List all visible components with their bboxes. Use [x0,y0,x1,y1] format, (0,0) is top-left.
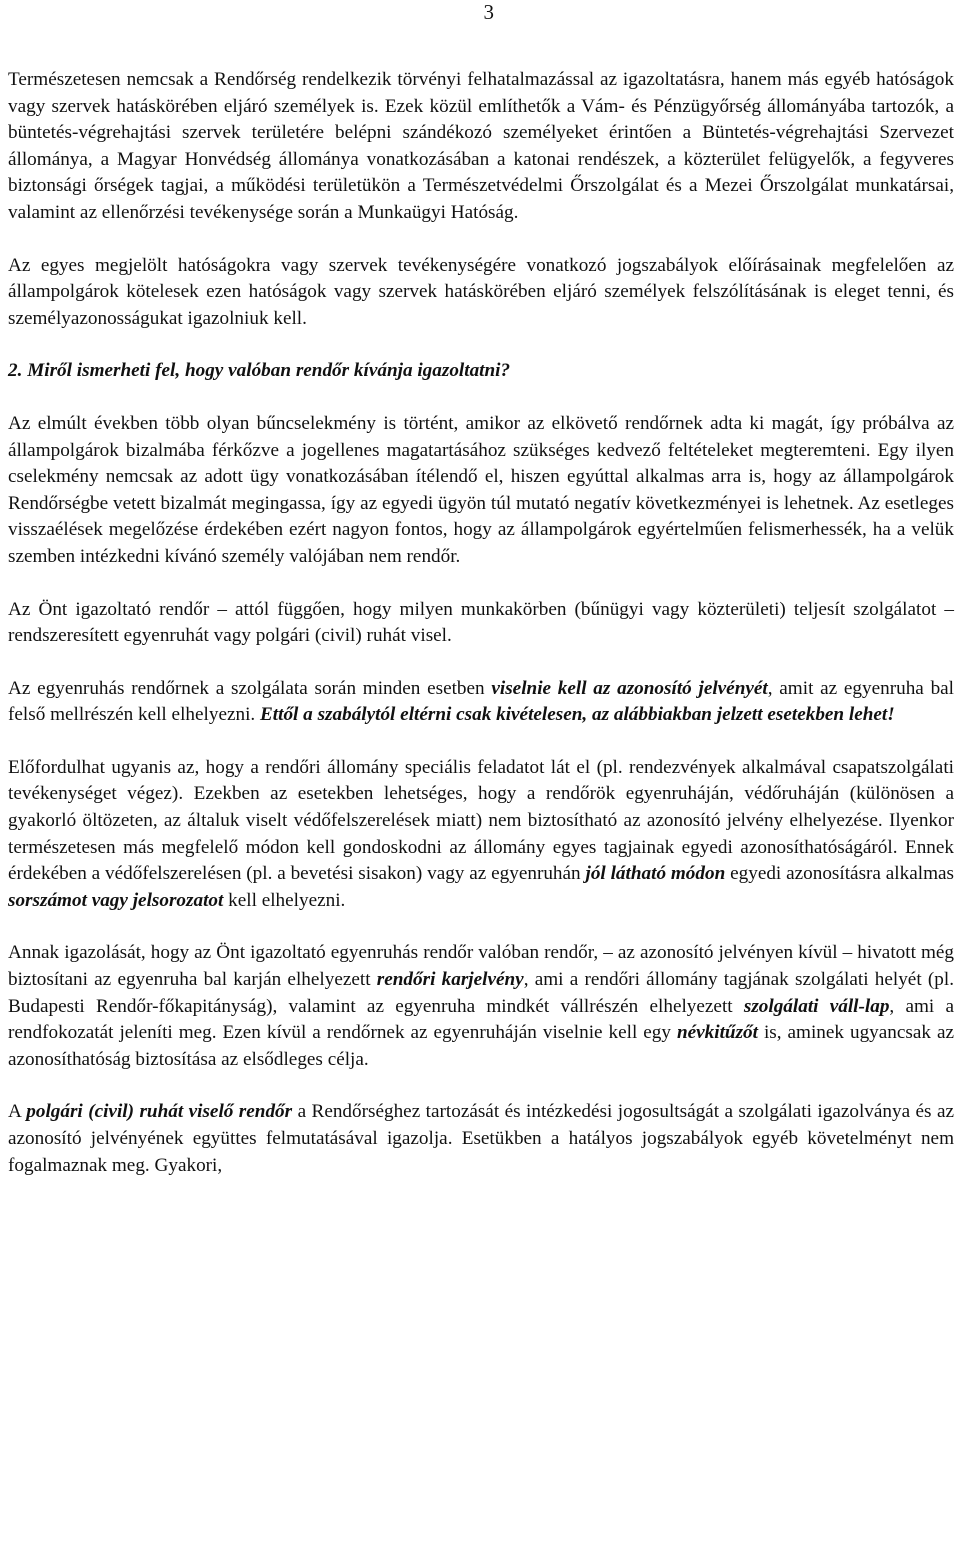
page-number: 3 [483,0,494,24]
paragraph-impersonation: Az elmúlt években több olyan bűncselekmény is történt, amikor az elkövető rendőrnek adta ki magát, így próbálva az állampolgárok bizalmába férkőzve a jogellenes magatartásához szükséges kedvező feltételeket megteremteni. Egy ilyen cselekmény nemcsak az adott ügy vonatkozásában ítélendő el, hiszen egyúttal alkalmas arra is, hogy az állampolgárok Rendőrségbe vetett bizalmát megingassa, így az egyedi ügyön túl mutató negatív következményei is lehetnek. Az esetleges visszaélések megelőzése érdekében ezért nagyon fontos, hogy az állampolgárok egyértelműen felismerhessék, ha a velük szemben intézkedni kívánó személy valójában nem rendőr. [8,412,954,567]
text-run: A [8,1101,27,1123]
text-run: Előfordulhat ugyanis az, hogy a rendőri állomány speciális feladatot lát el (pl. rendezvények alkalmával csapatszolgálati tevékenységet végez). Ezekben az esetekben lehetséges, hogy a rendőrök egyenruháján, védőruháján (különösen a gyakorló öltözeten, az általuk viselt védőfelszerelések miatt) nem biztosítható az azonosító jelvény elhelyezése. Ilyenkor természetesen más megfelelő módon kell gondoskodni az állomány egyes tagjainak egyedi azonosíthatóságáról. Ennek érdekében a védőfelszerelésen (pl. a bevetési sisakon) vagy az egyenruhán [8,756,954,885]
emphasis-text: polgári (civil) ruhát viselő rendőr [26,1101,293,1123]
text-run: egyedi azonosításra alkalmas [725,863,954,885]
paragraph-authorities: Természetesen nemcsak a Rendőrség rendelkezik törvényi felhatalmazással az igazoltatásra, hanem más egyéb hatóságok vagy szervek hatáskörében eljáró személyek is. Ezek közül említhetők a Vám- és Pénzügyőrség állományába tartozók, a büntetés-végrehajtási szervek területére belépni szándékozó személyeket érintően a Büntetés-végrehajtási Szervezet állománya, a Magyar Honvédség állománya vonatkozásában a katonai rendészek, a közterület felügyelők, a fegyveres biztonsági őrségek tagjai, a működési területükön a Természetvédelmi Őrszolgálat és a Mezei Őrszolgálat munkatársai, valamint az ellenőrzési tevékenysége során a Munkaügyi Hatóság. [8,69,954,223]
emphasis-text: névkitűzőt [676,1022,758,1044]
paragraph-insignia [8,940,954,1073]
paragraph-obligations: Az egyes megjelölt hatóságokra vagy szervek tevékenységére vonatkozó jogszabályok előírásainak megfelelően az állampolgárok kötelesek ezen hatóságok vagy szervek hatáskörében eljáró személyek felszólításának is eleget tenni, és személyazonosságukat igazolniuk kell. [8,254,954,329]
text-run: a Rendőrséghez tartozását és intézkedési jogosultságát a szolgálati igazolványa és az azonosító jelvényének együttes felmutatásával igazolja. Esetükben a hatályos jogszabályok egyéb követelményt nem fogalmaznak meg. Gyakori, [8,1101,954,1176]
paragraph-badge-requirement [8,676,954,729]
emphasis-text: szolgálati váll-lap [743,995,890,1017]
text-run: Annak igazolását, hogy az Önt igazoltató egyenruhás rendőr valóban rendőr, – az azonosító jelvényen kívül – hivatott még biztosítani az egyenruha bal karján elhelyezett [8,942,954,991]
text-run: , ami a rendőri állomány tagjának szolgálati helyét (pl. Budapesti Rendőr-főkapitányság), valamint az egyenruha mindkét vállrészén elhelyezett [8,969,954,1017]
text-run: is, aminek ugyancsak az azonosíthatóság biztosítása az elsődleges célja. [8,1022,954,1070]
text-run: Az egyenruhás rendőrnek a szolgálata során minden esetben [8,677,492,699]
paragraph-special-duty [8,755,954,915]
emphasis-text: sorszámot vagy jelsorozatot [8,889,224,911]
text-run: , amit az egyenruha bal felső mellrészén kell elhelyezni. [8,677,955,726]
paragraph-uniform-or-civil: Az Önt igazoltató rendőr – attól függően, hogy milyen munkakörben (bűnügyi vagy közterületi) teljesít szolgálatot – rendszeresített egyenruhát vagy polgári (civil) ruhát visel. [8,598,954,647]
text-run: , ami a rendfokozatát jeleníti meg. Ezen kívül a rendőrnek az egyenruháján viselnie kell egy [8,995,955,1044]
emphasis-text: Ettől a szabálytól eltérni csak kivételesen, az alábbiakban jelzett esetekben lehet! [260,704,895,726]
paragraph-civil-officer [8,1099,954,1179]
emphasis-text: rendőri karjelvény [376,969,524,991]
emphasis-text: viselnie kell az azonosító jelvényét [491,677,768,699]
document-body [8,67,954,1179]
section-heading: 2. Miről ismerheti fel, hogy valóban rendőr kívánja igazoltatni? [8,360,511,382]
emphasis-text: jól látható módon [585,863,726,885]
text-run: kell elhelyezni. [223,889,346,911]
